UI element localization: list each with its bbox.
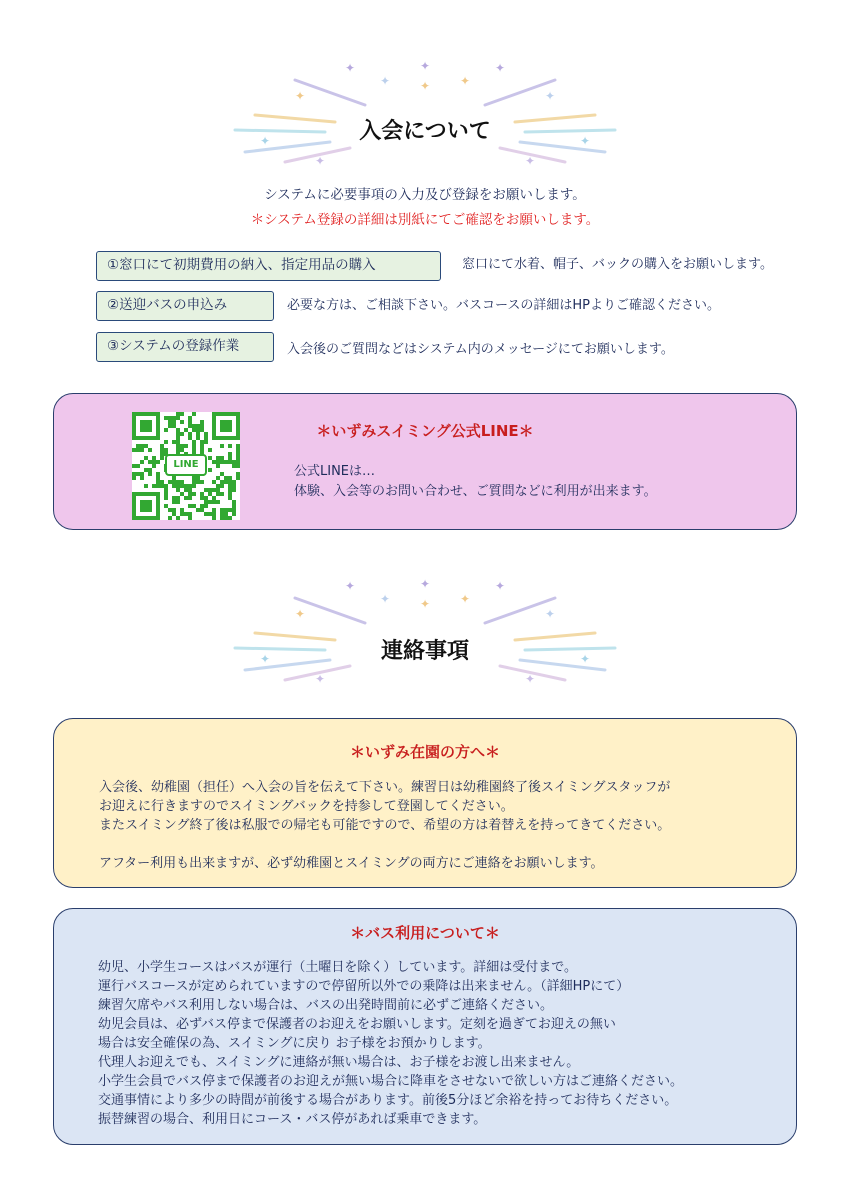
svg-text:✦: ✦ [419,79,431,93]
line-panel-title: ＊いずみスイミング公式LINE＊ [316,422,534,440]
kindergarten-panel [53,718,797,888]
line-panel-body-2: 体験、入会等のお問い合わせ、ご質問などに利用が出来ます。 [294,484,657,499]
svg-text:✦: ✦ [579,134,591,148]
svg-text:✦: ✦ [344,579,356,593]
svg-text:✦: ✦ [314,672,326,686]
svg-text:✦: ✦ [314,154,326,168]
svg-text:✦: ✦ [459,74,471,88]
step-box-3: ③システムの登録作業 [96,332,274,362]
line-panel-body-1: 公式LINEは… [294,464,376,479]
svg-text:✦: ✦ [259,652,271,666]
svg-text:✦: ✦ [544,607,556,621]
svg-text:✦: ✦ [544,89,556,103]
svg-text:✦: ✦ [419,597,431,611]
intro-note: ＊システム登録の詳細は別紙にてご確認をお願いします。 [250,212,600,228]
svg-text:✦: ✦ [524,154,536,168]
line-panel [53,393,797,530]
bus-panel-title: ＊バス利用について＊ [350,924,500,942]
step-desc-2: 必要な方は、ご相談下さい。バスコースの詳細はHPよりご確認ください。 [287,298,720,313]
svg-text:✦: ✦ [419,578,431,591]
svg-text:✦: ✦ [419,60,431,73]
svg-text:✦: ✦ [379,592,391,606]
step-desc-1: 窓口にて水着、帽子、バックの購入をお願いします。 [462,257,773,272]
step-box-1: ①窓口にて初期費用の納入、指定用品の購入 [96,251,441,281]
bus-line: 練習欠席やバス利用しない場合は、バスの出発時間前に必ずご連絡ください。 [98,998,554,1013]
svg-text:✦: ✦ [259,134,271,148]
intro-line: システムに必要事項の入力及び登録をお願いします。 [264,187,586,203]
bus-line: 場合は安全確保の為、スイミングに戻り お子様をお預かりします。 [98,1036,491,1051]
kindergarten-line: 入会後、幼稚園（担任）へ入会の旨を伝えて下さい。練習日は幼稚園終了後スイミングスタッフが [99,780,671,795]
step-desc-3: 入会後のご質問などはシステム内のメッセージにてお願いします。 [287,342,674,357]
bus-line: 幼児会員は、必ずバス停まで保護者のお迎えをお願いします。定刻を過ぎてお迎えの無い [98,1017,616,1032]
svg-text:✦: ✦ [294,89,306,103]
step-box-2: ②送迎バスの申込み [96,291,274,321]
svg-text:✦: ✦ [379,74,391,88]
bus-line: 幼児、小学生コースはバスが運行（土曜日を除く）しています。詳細は受付まで。 [98,960,578,975]
section-title-membership: 入会について [0,114,850,145]
kindergarten-line: またスイミング終了後は私服での帰宅も可能ですので、希望の方は着替えを持ってきてください。 [99,818,671,833]
bus-line: 小学生会員でバス停まで保護者のお迎えが無い場合に降車をさせないで欲しい方はご連絡ください。 [98,1074,684,1089]
svg-text:✦: ✦ [524,672,536,686]
bus-line: 振替練習の場合、利用日にコース・バス停があれば乗車できます。 [98,1112,487,1127]
svg-text:✦: ✦ [494,579,506,593]
section-title-notices: 連絡事項 [0,634,850,665]
kindergarten-line: アフター利用も出来ますが、必ず幼稚園とスイミングの両方にご連絡をお願いします。 [99,856,604,871]
svg-text:✦: ✦ [579,652,591,666]
kindergarten-line: お迎えに行きますのでスイミングバックを持参して登園してください。 [99,799,514,814]
bus-line: 代理人お迎えでも、スイミングに連絡が無い場合は、お子様をお渡し出来ません。 [98,1055,580,1070]
bus-line: 運行バスコースが定められていますので停留所以外での乗降は出来ません。（詳細HPにて） [98,979,630,994]
svg-text:✦: ✦ [344,61,356,75]
svg-text:✦: ✦ [294,607,306,621]
bus-panel [53,908,797,1145]
kindergarten-panel-title: ＊いずみ在園の方へ＊ [349,743,500,761]
svg-text:✦: ✦ [494,61,506,75]
line-logo: LINE [165,454,207,476]
svg-text:✦: ✦ [459,592,471,606]
bus-line: 交通事情により多少の時間が前後する場合があります。前後5分ほど余裕を持ってお待ちください。 [98,1093,678,1108]
